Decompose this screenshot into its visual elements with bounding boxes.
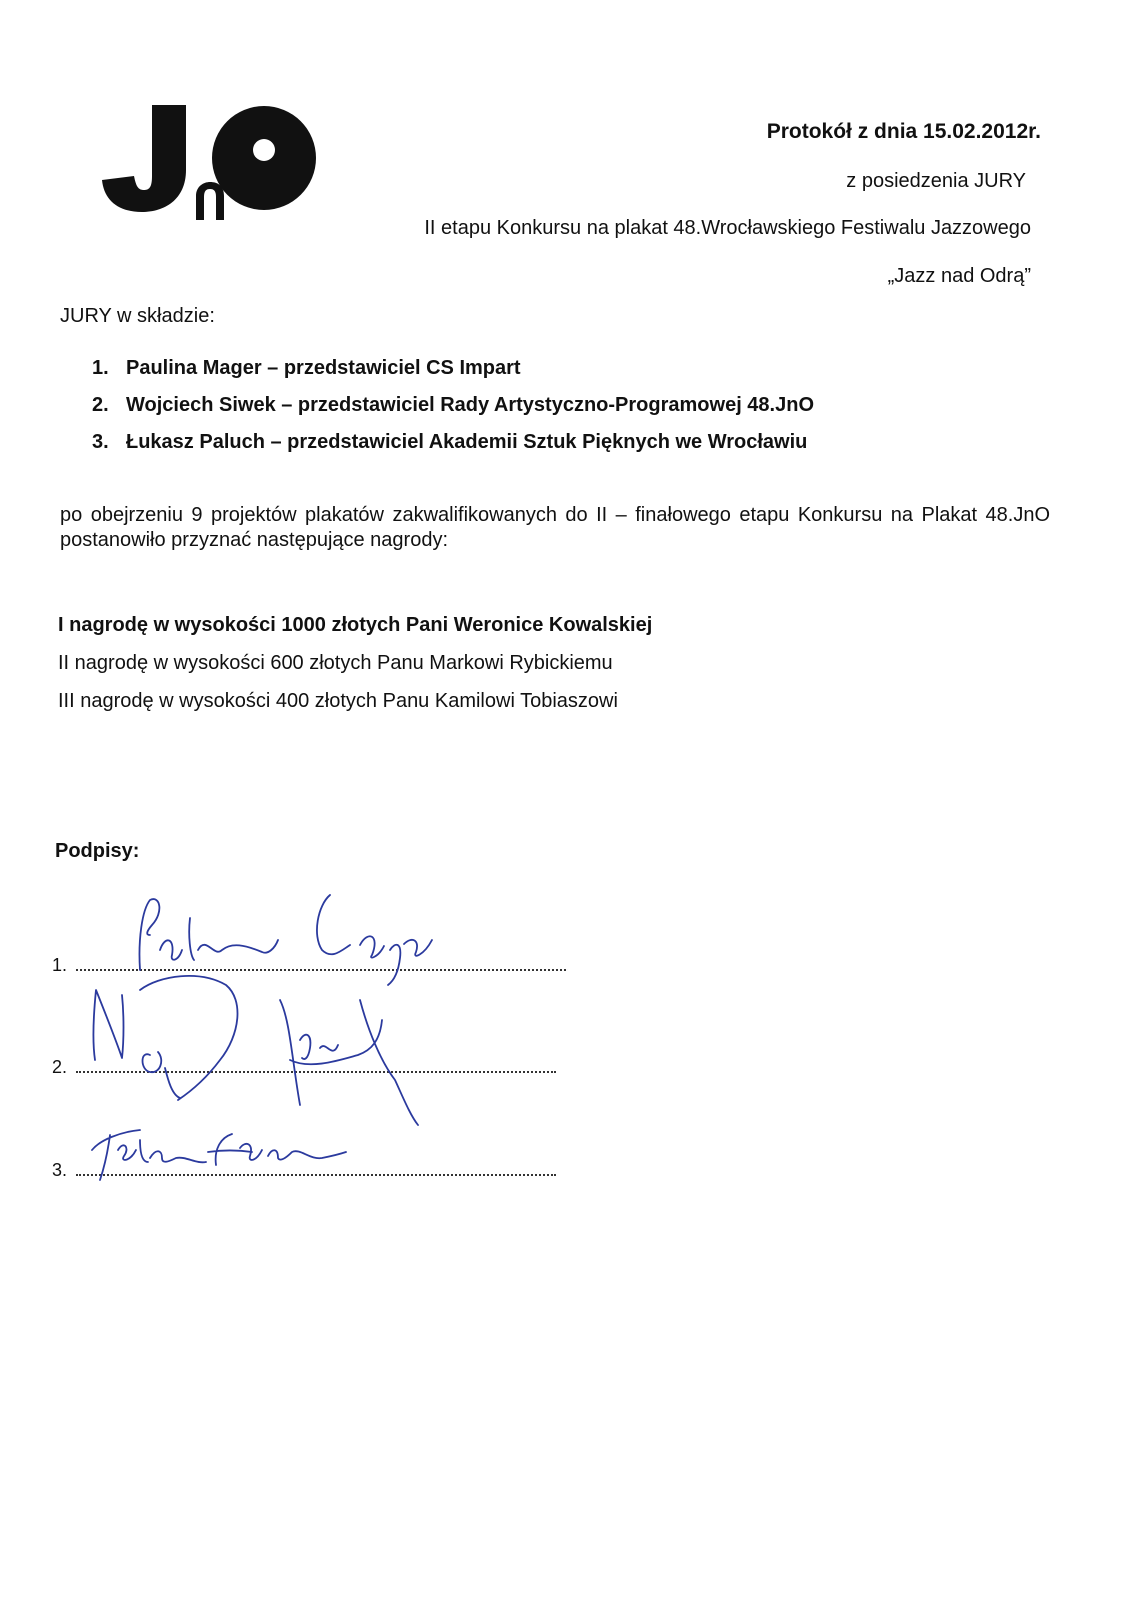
signatures-heading: Podpisy: (55, 840, 140, 862)
jury-member (92, 429, 814, 466)
jury-member (92, 355, 814, 392)
decision-paragraph: po obejrzeniu 9 projektów plakatów zakwalifikowanych do II – finałowego etapu Konkursu na Plakat 48.JnO postanowiło przyznać następujące nagrody: (60, 504, 1050, 551)
jury-heading: JURY w składzie: (60, 305, 215, 327)
subtitle-festival-name: „Jazz nad Odrą” (887, 265, 1031, 287)
jury-member-number: 3. (92, 431, 109, 453)
document-title: Protokół z dnia 15.02.2012r. (766, 120, 1041, 143)
signature-line-1 (52, 955, 566, 976)
signature-dotted-line (76, 1070, 556, 1073)
jury-member-number: 2. (92, 394, 109, 416)
signature-line-number: 1. (52, 955, 68, 975)
signature-dotted-line (76, 968, 566, 971)
jury-member-text: Wojciech Siwek – przedstawiciel Rady Artystyczno-Programowej 48.JnO (126, 394, 815, 416)
signature-dotted-line (76, 1173, 556, 1176)
jury-member-number: 1. (92, 357, 109, 379)
subtitle-contest: II etapu Konkursu na plakat 48.Wrocławskiego Festiwalu Jazzowego (424, 217, 1031, 239)
prize-first: I nagrodę w wysokości 1000 złotych Pani Weronice Kowalskiej (58, 614, 653, 636)
jury-member-list (92, 355, 814, 466)
signature-line-3 (52, 1160, 556, 1181)
prize-list (58, 612, 652, 726)
jury-member-text: Paulina Mager – przedstawiciel CS Impart (126, 357, 521, 379)
prize-second: II nagrodę w wysokości 600 złotych Panu Markowi Rybickiemu (58, 652, 613, 674)
jno-logo (100, 100, 330, 220)
prize-third: III nagrodę w wysokości 400 złotych Panu Kamilowi Tobiaszowi (58, 690, 618, 712)
signature-line-2 (52, 1057, 556, 1078)
jury-member-text: Łukasz Paluch – przedstawiciel Akademii Sztuk Pięknych we Wrocławiu (126, 431, 808, 453)
signature-line-number: 3. (52, 1160, 68, 1180)
jury-member (92, 392, 814, 429)
signature-line-number: 2. (52, 1057, 68, 1077)
signature-2 (93, 976, 418, 1125)
subtitle-meeting: z posiedzenia JURY (846, 170, 1026, 192)
